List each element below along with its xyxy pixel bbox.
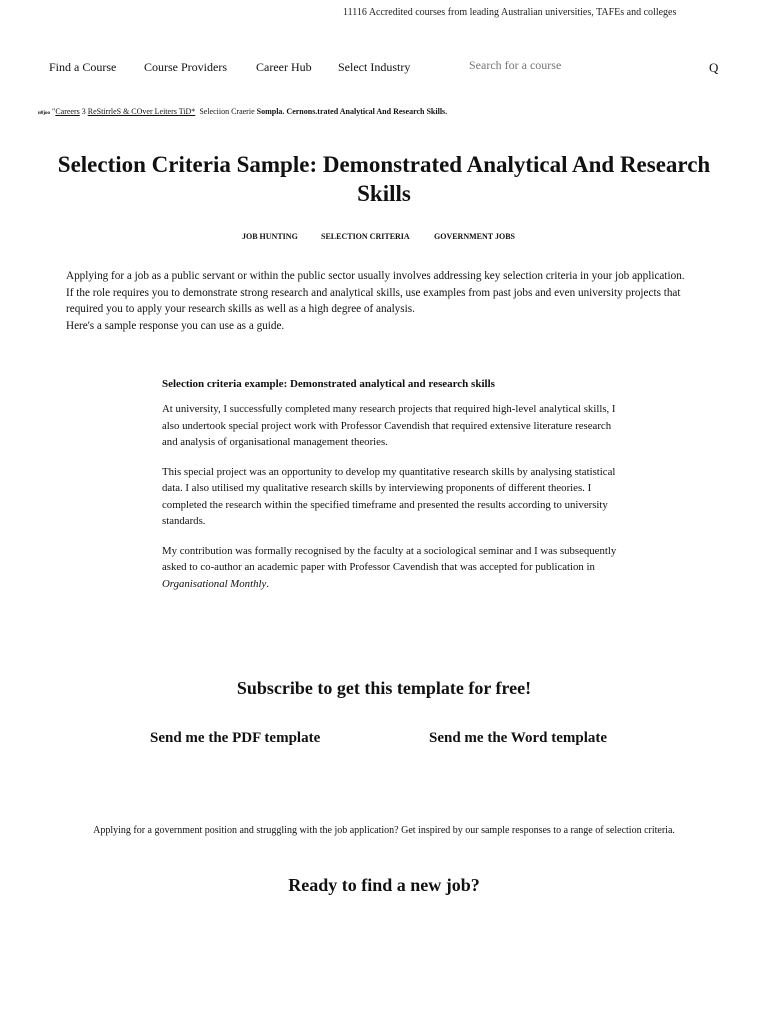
intro-text xyxy=(66,268,706,334)
breadcrumb-careers-link[interactable]: Careers xyxy=(55,107,80,116)
tag-selection-criteria[interactable]: SELECTION CRITERIA xyxy=(321,232,410,241)
ready-heading: Ready to find a new job? xyxy=(288,875,480,895)
breadcrumb-quote: " xyxy=(52,107,56,116)
announcement-text: 11116 Accredited courses from leading Australian universities, TAFEs and colleges xyxy=(343,7,677,18)
search-icon[interactable]: Q xyxy=(709,60,719,75)
sample-paragraph: This special project was an opportunity to develop my quantitative research skills by analysing statistical data. I also utilised my qualitative research skills by interviewing proponents of different theories. I completed the research within the specified timeframe and presented the results according to university standards. xyxy=(162,465,616,527)
sample-paragraph: At university, I successfully completed many research projects that required high-level analytical skills, I also undertook special project work with Professor Cavendish that required extensive literature research and analysis of organisational management theories. xyxy=(162,403,616,448)
nav-course-providers[interactable]: Course Providers xyxy=(144,60,227,74)
subscribe-heading: Subscribe to get this template for free! xyxy=(236,678,532,698)
sample-paragraph-end: . xyxy=(266,577,269,590)
journal-name: Organisational Monthly xyxy=(162,577,267,590)
footer-text: Applying for a government position and struggling with the job application? Get inspired by our sample responses to a range of selection criteria. xyxy=(93,825,675,836)
sample-heading: Selection criteria example: Demonstrated analytical and research skills xyxy=(162,378,495,390)
tag-government-jobs[interactable]: GOVERNMENT JOBS xyxy=(434,232,515,241)
nav-career-hub[interactable]: Career Hub xyxy=(256,60,312,74)
page-title: Selection Criteria Sample: Demonstrated Analytical And Research Skills xyxy=(57,152,711,206)
sample-response xyxy=(162,401,617,605)
send-word-template-button[interactable]: Send me the Word template xyxy=(429,730,608,746)
breadcrumb-resumes-link[interactable]: ReStirrleS & COver Leiters TiD* xyxy=(87,107,196,116)
intro-paragraph: Here's a sample response you can use as a guide. xyxy=(66,319,285,332)
nav-select-industry[interactable]: Select Industry xyxy=(338,60,411,74)
breadcrumb xyxy=(38,107,447,116)
search-input[interactable] xyxy=(469,58,669,73)
intro-paragraph: If the role requires you to demonstrate strong research and analytical skills, use examples from past jobs and even university projects that required you to apply your research skills as well as a high degree of analysis. xyxy=(66,286,681,315)
breadcrumb-current: Sompla. Cernons.trated Analytical And Research Skills. xyxy=(256,107,448,116)
sample-paragraph xyxy=(162,543,617,593)
main-nav xyxy=(0,60,768,78)
sample-paragraph-text: My contribution was formally recognised by the faculty at a sociological seminar and I was subsequently asked to co-author an academic paper with Professor Cavendish that was accepted for publication in xyxy=(162,544,617,573)
breadcrumb-section[interactable]: Seleciion Craerie xyxy=(199,107,255,116)
nav-find-a-course[interactable]: Find a Course xyxy=(49,60,117,74)
send-pdf-template-button[interactable]: Send me the PDF template xyxy=(150,730,321,746)
breadcrumb-home[interactable]: н0јоо xyxy=(38,111,51,116)
intro-paragraph: Applying for a job as a public servant or within the public sector usually involves addressing key selection criteria in your job application. xyxy=(66,270,685,282)
tag-job-hunting[interactable]: JOB HUNTING xyxy=(242,232,298,241)
breadcrumb-separator: 3 xyxy=(81,107,86,116)
